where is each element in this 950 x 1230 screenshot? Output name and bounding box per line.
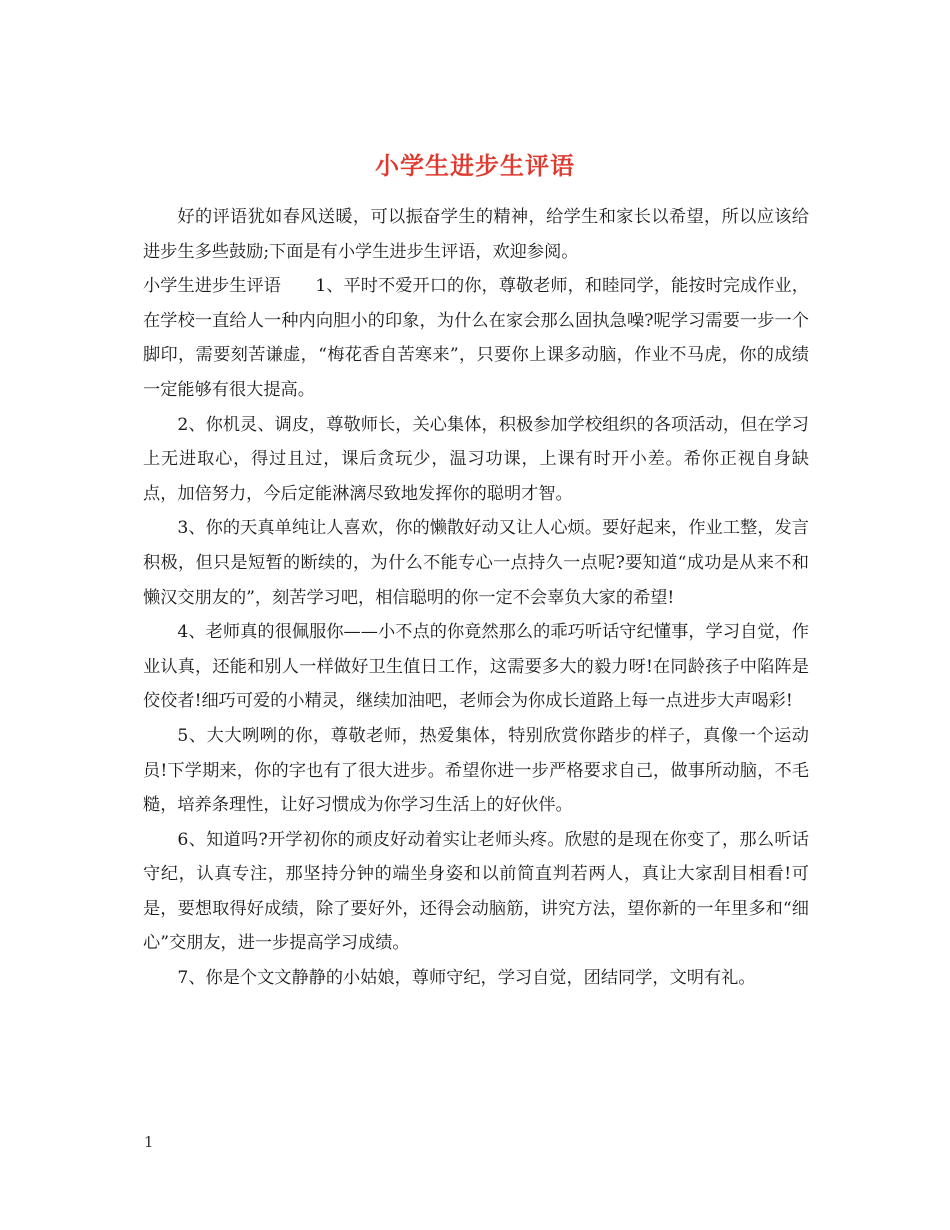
comment-paragraph-5: 5、大大咧咧的你，尊敬老师，热爱集体，特别欣赏你踏步的样子，真像一个运动员!下学期来，你的字也有了很大进步。希望你进一步严格要求自己，做事所动脑，不毛糙，培养条理性，让好习惯成为你学习生活上的好伙伴。 <box>143 725 809 816</box>
comment-paragraph-1 <box>143 269 809 407</box>
comment-paragraph-2: 2、你机灵、调皮，尊敬师长，关心集体，积极参加学校组织的各项活动，但在学习上无进取心，得过且过，课后贪玩少，温习功课，上课有时开小差。希你正视自身缺点，加倍努力，今后定能淋漓尽致地发挥你的聪明才智。 <box>143 414 809 504</box>
section-heading: 小学生进步生评语 <box>143 276 281 297</box>
comment-paragraph-7: 7、你是个文文静静的小姑娘，尊师守纪，学习自觉，团结同学，文明有礼。 <box>177 968 756 989</box>
document-body <box>143 200 809 996</box>
comment-paragraph-3: 3、你的天真单纯让人喜欢，你的懒散好动又让人心烦。要好起来，作业工整，发言积极，但只是短暂的断续的，为什么不能专心一点持久一点呢?要知道“成功是从来不和懒汉交朋友的”，刻苦学习吧，相信聪明的你一定不会辜负大家的希望! <box>143 518 809 608</box>
document-title: 小学生进步生评语 <box>375 151 575 181</box>
comment-paragraph-4: 4、老师真的很佩服你——小不点的你竟然那么的乖巧听话守纪懂事，学习自觉，作业认真，还能和别人一样做好卫生值日工作，这需要多大的毅力呀!在同龄孩子中陷阵是佼佼者!细巧可爱的小精灵，继续加油吧，老师会为你成长道路上每一点进步大声喝彩! <box>143 622 809 712</box>
page-number: 1 <box>144 1133 154 1151</box>
comment-paragraph-6: 6、知道吗?开学初你的顽皮好动着实让老师头疼。欣慰的是现在你变了，那么听话守纪，认真专注，那坚持分钟的端坐身姿和以前简直判若两人，真让大家刮目相看!可是，要想取得好成绩，除了要好外，还得会动脑筋，讲究方法，望你新的一年里多和“细心”交朋友，进一步提高学习成绩。 <box>143 829 809 954</box>
comment-text-1: 1、平时不爱开口的你，尊敬老师，和睦同学，能按时完成作业，在学校一直给人一种内向胆小的印象，为什么在家会那么固执急噪?呢学习需要一步一个脚印，需要刻苦谦虚，“梅花香自苦寒来”，只要你上课多动脑，作业不马虎，你的成绩一定能够有很大提高。 <box>143 276 809 400</box>
intro-paragraph: 好的评语犹如春风送暖，可以振奋学生的精神，给学生和家长以希望，所以应该给进步生多些鼓励;下面是有小学生进步生评语，欢迎参阅。 <box>143 207 809 262</box>
